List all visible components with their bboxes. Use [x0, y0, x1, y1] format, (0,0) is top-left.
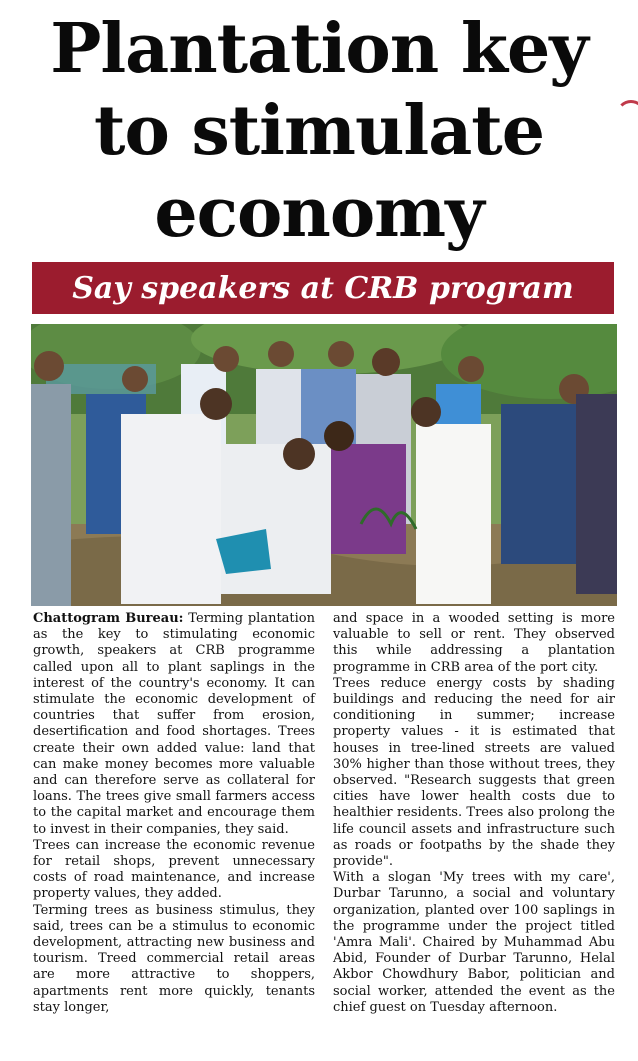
photo-illustration: [31, 324, 617, 606]
article-paragraph: Trees can increase the economic revenue for retail shops, prevent unnecessary costs of road maintenance, and increase property values, they added.: [33, 837, 315, 902]
headline-line-3: economy: [154, 173, 484, 253]
article-paragraph: [33, 611, 315, 838]
headline: [0, 8, 638, 254]
subheadline-text: Say speakers at CRB program: [72, 270, 574, 306]
dateline: Chattogram Bureau:: [33, 611, 184, 626]
subheadline-banner: [32, 262, 614, 314]
headline-line-2: to stimulate: [94, 91, 544, 171]
corner-decoration: [616, 100, 638, 130]
paragraph-text: Terming plantation as the key to stimulating economic growth, speakers at CRB programme called upon all to plant saplings in the interest of the country's economy. It can stimulate the economic development of countries that suffer from erosion, desertification and food shortages. Trees create their own added value: land that can make money becomes more valuable and can therefore serve as collateral for loans. The trees give small farmers access to the capital market and encourage them to invest in their companies, they said.: [33, 611, 315, 837]
article-paragraph: and space in a wooded setting is more valuable to sell or rent. They observed this while addressing a plantation programme in CRB area of the port city.: [333, 611, 615, 675]
article-body: [33, 611, 615, 1016]
article-paragraph: Terming trees as business stimulus, they said, trees can be a stimulus to economic development, attracting new business and tourism. Treed commercial retail areas are more attractive to shoppers, apartments rent more quickly, tenants stay longer,: [33, 902, 315, 1015]
article-paragraph: Trees reduce energy costs by shading buildings and reducing the need for air conditioning in summer; increase property values - it is estimated that houses in tree-lined streets are valued 30% higher than those without trees, they observed. "Research suggests that green cities have lower health costs due to healthier residents. Trees also prolong the life council assets and infrastructure such as roads or footpaths by the shade they provide".: [333, 675, 615, 870]
headline-line-1: Plantation key: [50, 9, 588, 89]
news-photo: [31, 324, 617, 606]
article-paragraph: With a slogan 'My trees with my care', Durbar Tarunno, a social and voluntary organization, planted over 100 saplings in the programme under the project titled 'Amra Mali'. Chaired by Muhammad Abu Abid, Founder of Durbar Tarunno, Helal Akbor Chowdhury Babor, politician and social worker, attended the event as the chief guest on Tuesday afternoon.: [333, 870, 615, 1015]
article-column-2: [333, 611, 615, 1016]
article-column-1: [33, 611, 315, 1016]
